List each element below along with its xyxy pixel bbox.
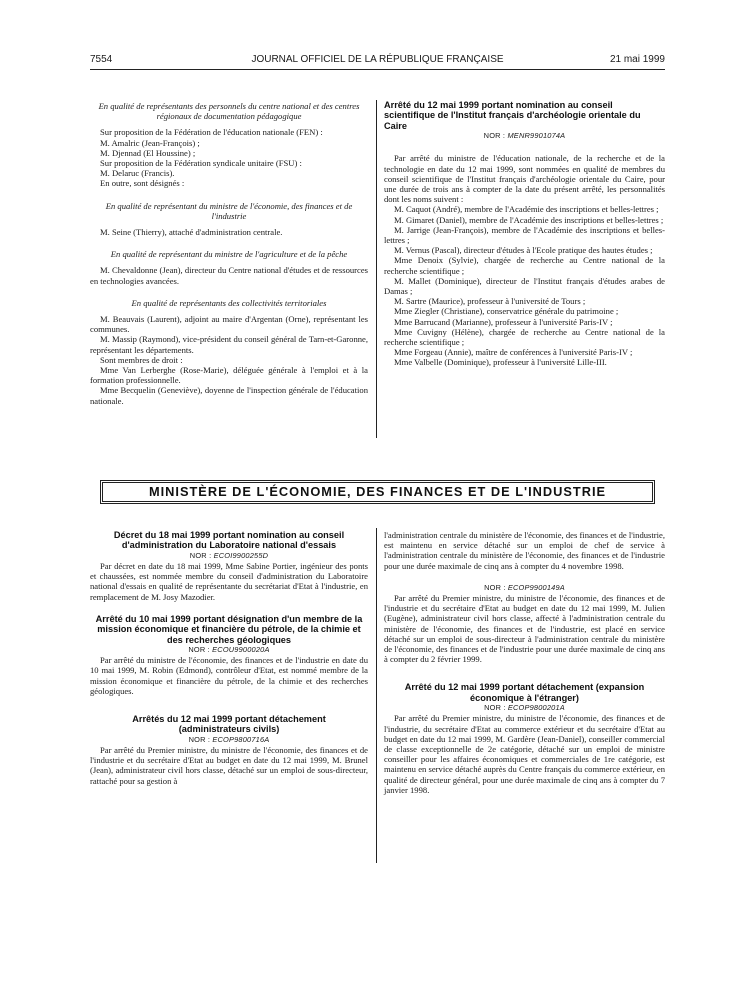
page-header [90, 54, 665, 68]
nor-reference: NOR : ECOP9800716A [188, 734, 270, 744]
page-number: 7554 [90, 54, 113, 65]
member-entry: M. Caquot (André), membre de l'Académie des inscriptions et belles-lettres ; [394, 204, 659, 215]
journal-title: JOURNAL OFFICIEL DE LA RÉPUBLIQUE FRANÇAISE [251, 54, 504, 65]
decree-title: Décret du 18 mai 1999 portant nomination au conseil d'administration du Laboratoire national d'essais [113, 530, 345, 551]
member-entry: M. Delaruc (Francis). [100, 168, 175, 179]
decree-body: Par arrêté du Premier ministre, du ministre de l'économie, des finances et de l'industrie et du secrétaire d'Etat au budget en date du 12 mai 1999, M. Brunel (Jean), administrateur civil hors classe, détaché sur un emploi de sous-directeur, rattaché pour sa gestion à [90, 745, 368, 786]
member-entry: Mme Valbelle (Dominique), professeur à l'université Lille-III. [394, 357, 607, 368]
member-entry: M. Beauvais (Laurent), adjoint au maire d'Argentan (Orne), représentant les communes. [90, 314, 368, 335]
member-entry: Mme Ziegler (Christiane), conservatrice générale du patrimoine ; [394, 306, 619, 317]
member-entry: M. Massip (Raymond), vice-président du conseil général de Tarn-et-Garonne, représentant les départements. [90, 334, 368, 355]
decree-title: Arrêté du 12 mai 1999 portant nomination au conseil scientifique de l'Institut français d'archéologie orientale du Caire [384, 100, 641, 131]
member-entry: M. Amalric (Jean-François) ; [100, 137, 200, 148]
member-entry: M. Jarrige (Jean-François), membre de l'Académie des inscriptions et belles-lettres ; [384, 224, 665, 246]
column-divider [376, 528, 377, 863]
paragraph: Sur proposition de la Fédération syndicale unitaire (FSU) : [100, 158, 302, 169]
member-entry: Mme Becquelin (Geneviève), doyenne de l'inspection générale de l'éducation nationale. [90, 385, 368, 406]
top-left-column [90, 101, 368, 406]
decree-title: Arrêté du 10 mai 1999 portant désignation d'un membre de la mission économique et financière du pétrole, de la chimie et des recherches géologiques [95, 613, 363, 645]
member-entry: Mme Van Lerberghe (Rose-Marie), déléguée générale à l'emploi et à la formation professionnelle. [90, 365, 368, 386]
member-entry: M. Djennad (El Houssine) ; [100, 147, 196, 158]
header-rule [90, 69, 665, 70]
paragraph: Sont membres de droit : [100, 354, 183, 365]
nor-reference: NOR : ECOU9900020A [188, 645, 270, 655]
member-entry: Mme Denoix (Sylvie), chargée de recherche au Centre national de la recherche scientifique ; [384, 255, 665, 276]
member-entry: M. Sartre (Maurice), professeur à l'université de Tours ; [394, 296, 586, 307]
paragraph: En outre, sont désignés : [100, 178, 185, 189]
section-heading: En qualité de représentant du ministre de l'agriculture et de la pêche [110, 249, 348, 260]
section-heading: En qualité de représentants des personnels du centre national et des centres régionaux de documentation pédagogique [98, 101, 360, 122]
decree-title: Arrêtés du 12 mai 1999 portant détachement (administrateurs civils) [132, 714, 326, 735]
bottom-left-column [90, 530, 368, 786]
member-entry: M. Gimaret (Daniel), membre de l'Académie des inscriptions et belles-lettres ; [394, 214, 664, 225]
section-heading: En qualité de représentants des collectivités territoriales [131, 297, 327, 308]
bottom-right-column [384, 530, 665, 795]
nor-reference: NOR : ECOI9900255D [189, 550, 269, 560]
issue-date: 21 mai 1999 [609, 54, 665, 65]
member-entry: Mme Barrucand (Marianne), professeur à l'université Paris-IV ; [394, 316, 613, 327]
member-entry: M. Mallet (Dominique), directeur de l'Institut français d'études arabes de Damas ; [384, 275, 665, 297]
top-right-column [384, 100, 665, 368]
member-entry: M. Seine (Thierry), attaché d'administration centrale. [100, 227, 283, 238]
member-entry: M. Vernus (Pascal), directeur d'études à l'Ecole pratique des hautes études ; [394, 245, 653, 256]
nor-reference: NOR : MENR9901074A [483, 131, 566, 141]
member-entry: Mme Cuvigny (Hélène), chargée de recherche au Centre national de la recherche scientifique ; [384, 326, 665, 348]
member-entry: M. Chevaldonne (Jean), directeur du Centre national d'études et de ressources en technologies avancées. [90, 265, 368, 286]
section-heading: En qualité de représentant du ministre de l'économie, des finances et de l'industrie [105, 200, 353, 221]
nor-reference: NOR : ECOP9800201A [484, 703, 565, 713]
nor-reference: NOR : ECOP9900149A [484, 582, 565, 592]
decree-body: Par arrêté du ministre de l'éducation nationale, de la recherche et de la technologie en date du 12 mai 1999, sont nommées en qualité de membres du conseil scientifique de l'Institut français d'archéologie orientale du Caire, pour une durée de trois ans à compter de la date du présent arrêté, les personnalités dont les noms suivent : [384, 153, 665, 205]
decree-body: Par arrêté du ministre de l'économie, des finances et de l'industrie en date du 10 mai 1999, M. Robin (Edmond), contrôleur d'Etat, est nommé membre de la mission économique et financière du pétrole, de la chimie et des recherches géologiques. [90, 655, 368, 696]
paragraph: Sur proposition de la Fédération de l'éducation nationale (FEN) : [100, 127, 323, 138]
decree-title: Arrêté du 12 mai 1999 portant détachement (expansion économique à l'étranger) [404, 682, 645, 703]
column-divider [376, 100, 377, 438]
decree-body: Par décret en date du 18 mai 1999, Mme Sabine Portier, ingénieur des ponts et chaussées, est nommée membre du conseil d'administration du Laboratoire national d'essais en qualité de représentante du secrétariat d'Etat à l'industrie, en remplacement de M. Josy Mazodier. [90, 561, 368, 602]
decree-body: Par arrêté du Premier ministre, du ministre de l'économie, des finances et de l'industrie et du secrétaire d'Etat au budget en date du 12 mai 1999, M. Julien (Eugène), administrateur civil hors classe, affecté à l'administration centrale du ministère de l'économie, des finances et de l'industrie, est placé en service détaché sur un emploi de sous-directeur à l'administration centrale du ministère de l'économie, des finances et de l'industrie pour une durée maximale de cinq ans à compter du 2 février 1999. [384, 593, 665, 665]
decree-body: l'administration centrale du ministère de l'économie, des finances et de l'industrie, est maintenu en service détaché sur un emploi de chef de service à l'administration centrale du ministère de l'économie, des finances et de l'industrie pour une durée maximale de cinq ans à compter du 4 novembre 1998. [384, 530, 665, 571]
decree-body: Par arrêté du Premier ministre, du ministre de l'économie, des finances et de l'industrie, du secrétaire d'Etat au commerce extérieur et du secrétaire d'Etat au budget en date du 12 mai 1999, M. Gardère (Jean-Daniel), conseiller commercial de classe exceptionnelle de 2e catégorie, détaché sur un emploi de ministre conseiller pour les affaires économiques et commerciales de 1re catégorie, est maintenu en service détaché auprès du Centre français du commerce extérieur, en qualité de directeur général, pour une durée maximale de cinq ans à compter du 7 janvier 1998. [384, 713, 665, 795]
member-entry: Mme Forgeau (Annie), maître de conférences à l'université Paris-IV ; [394, 347, 633, 358]
ministry-banner: MINISTÈRE DE L'ÉCONOMIE, DES FINANCES ET DE L'INDUSTRIE [100, 480, 655, 504]
